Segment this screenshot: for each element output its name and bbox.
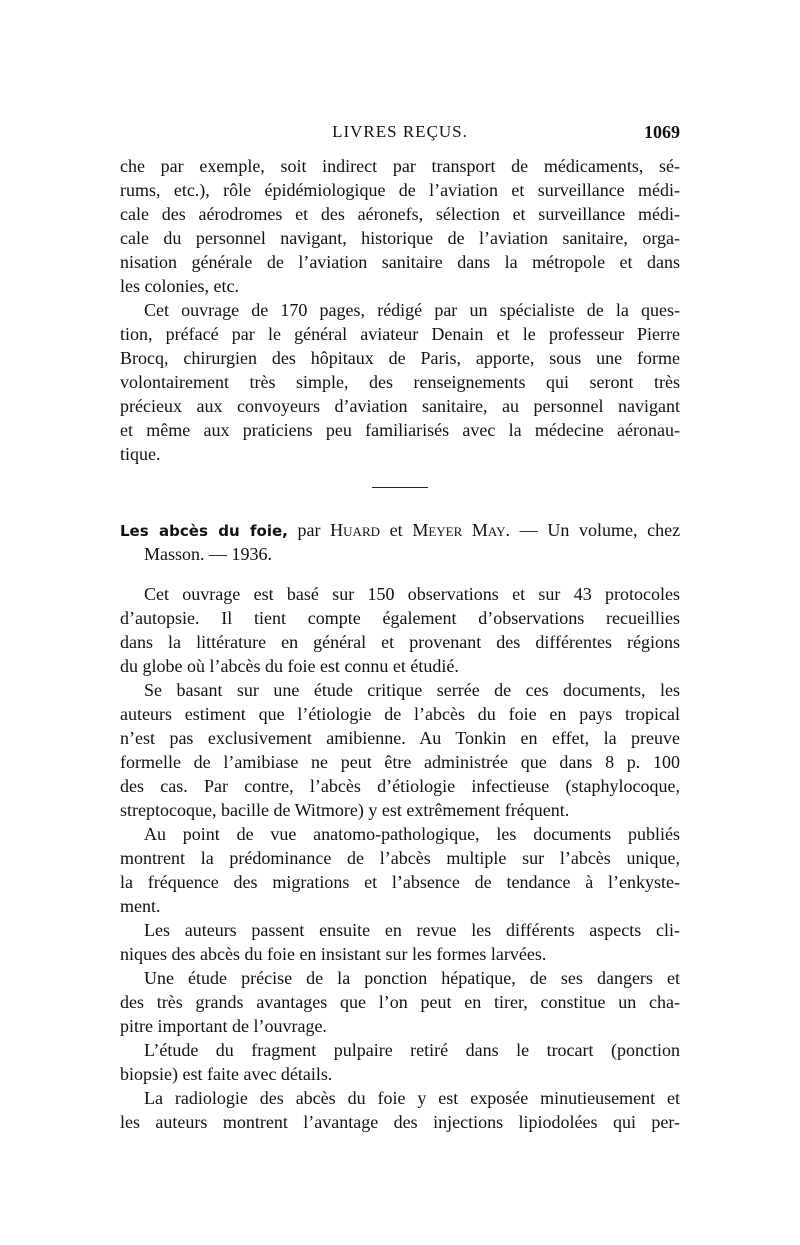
text-line: tion, préfacé par le général aviateur Denain et le professeur Pierre: [120, 324, 680, 344]
paragraph-block-2: [120, 582, 680, 1134]
text-line: niques des abcès du foie en insistant sur les formes larvées.: [120, 944, 547, 964]
text-line: Brocq, chirurgien des hôpitaux de Paris, apporte, sous une forme: [120, 348, 680, 368]
text-line: Au point de vue anatomo-pathologique, les documents publiés: [144, 824, 680, 844]
citation-dash: —: [519, 520, 538, 540]
text-line: cale du personnel navigant, historique de l’aviation sanitaire, orga-: [120, 228, 680, 248]
book-title: Les abcès du foie,: [120, 522, 288, 540]
and-word: et: [389, 520, 403, 540]
running-head: [120, 122, 680, 148]
text-line: rums, etc.), rôle épidémiologique de l’aviation et surveillance médi-: [120, 180, 680, 200]
text-line: précieux aux convoyeurs d’aviation sanitaire, au personnel navigant: [120, 396, 680, 416]
text-line: dans la littérature en général et provenant des différentes régions: [120, 632, 680, 652]
text-line: La radiologie des abcès du foie y est exposée minutieusement et: [144, 1088, 680, 1108]
text-line: d’autopsie. Il tient compte également d’observations recueillies: [120, 608, 680, 628]
running-title: LIVRES REÇUS.: [332, 122, 468, 141]
text-line: les colonies, etc.: [120, 276, 239, 296]
book-entry-heading: [120, 518, 680, 566]
paragraph-block-1: [120, 154, 680, 466]
volume-note: Un volume, chez: [547, 520, 680, 540]
publisher-line: Masson. — 1936.: [144, 544, 273, 564]
text-line: cale des aérodromes et des aéronefs, sélection et surveillance médi-: [120, 204, 680, 224]
text-line: Une étude précise de la ponction hépatique, de ses dangers et: [144, 968, 680, 988]
text-line: et même aux praticiens peu familiarisés avec la médecine aéronau-: [120, 420, 680, 440]
text-line: Cet ouvrage de 170 pages, rédigé par un spécialiste de la ques-: [144, 300, 680, 320]
text-line: Les auteurs passent ensuite en revue les différents aspects cli-: [144, 920, 680, 940]
book-citation-line: [120, 518, 680, 542]
section-divider: [372, 487, 428, 488]
text-line: biopsie) est faite avec détails.: [120, 1064, 333, 1084]
text-line: auteurs estiment que l’étiologie de l’abcès du foie en pays tropical: [120, 704, 680, 724]
text-line: ment.: [120, 896, 161, 916]
author-huard: Huard: [330, 520, 381, 540]
text-line: des très grands avantages que l’on peut en tirer, constitue un cha-: [120, 992, 680, 1012]
text-line: che par exemple, soit indirect par transport de médicaments, sé-: [120, 156, 680, 176]
text-line: Cet ouvrage est basé sur 150 observations et sur 43 protocoles: [144, 584, 680, 604]
text-line: tique.: [120, 444, 161, 464]
author-meyer-may: Meyer May.: [412, 520, 511, 540]
text-line: L’étude du fragment pulpaire retiré dans le trocart (ponction: [144, 1040, 680, 1060]
text-line: montrent la prédominance de l’abcès multiple sur l’abcès unique,: [120, 848, 680, 868]
text-line: des cas. Par contre, l’abcès d’étiologie infectieuse (staphylocoque,: [120, 776, 680, 796]
page-number: 1069: [644, 122, 680, 142]
text-line: la fréquence des migrations et l’absence de tendance à l’enkyste-: [120, 872, 680, 892]
text-line: les auteurs montrent l’avantage des injections lipiodolées qui per-: [120, 1112, 680, 1132]
text-line: nisation générale de l’aviation sanitaire dans la métropole et dans: [120, 252, 680, 272]
text-line: du globe où l’abcès du foie est connu et étudié.: [120, 656, 459, 676]
text-line: volontairement très simple, des renseignements qui seront très: [120, 372, 680, 392]
text-line: n’est pas exclusivement amibienne. Au Tonkin en effet, la preuve: [120, 728, 680, 748]
text-line: pitre important de l’ouvrage.: [120, 1016, 327, 1036]
by-word: par: [297, 520, 321, 540]
text-line: Se basant sur une étude critique serrée de ces documents, les: [144, 680, 680, 700]
text-line: formelle de l’amibiase ne peut être administrée que dans 8 p. 100: [120, 752, 680, 772]
text-line: streptocoque, bacille de Witmore) y est extrêmement fréquent.: [120, 800, 570, 820]
